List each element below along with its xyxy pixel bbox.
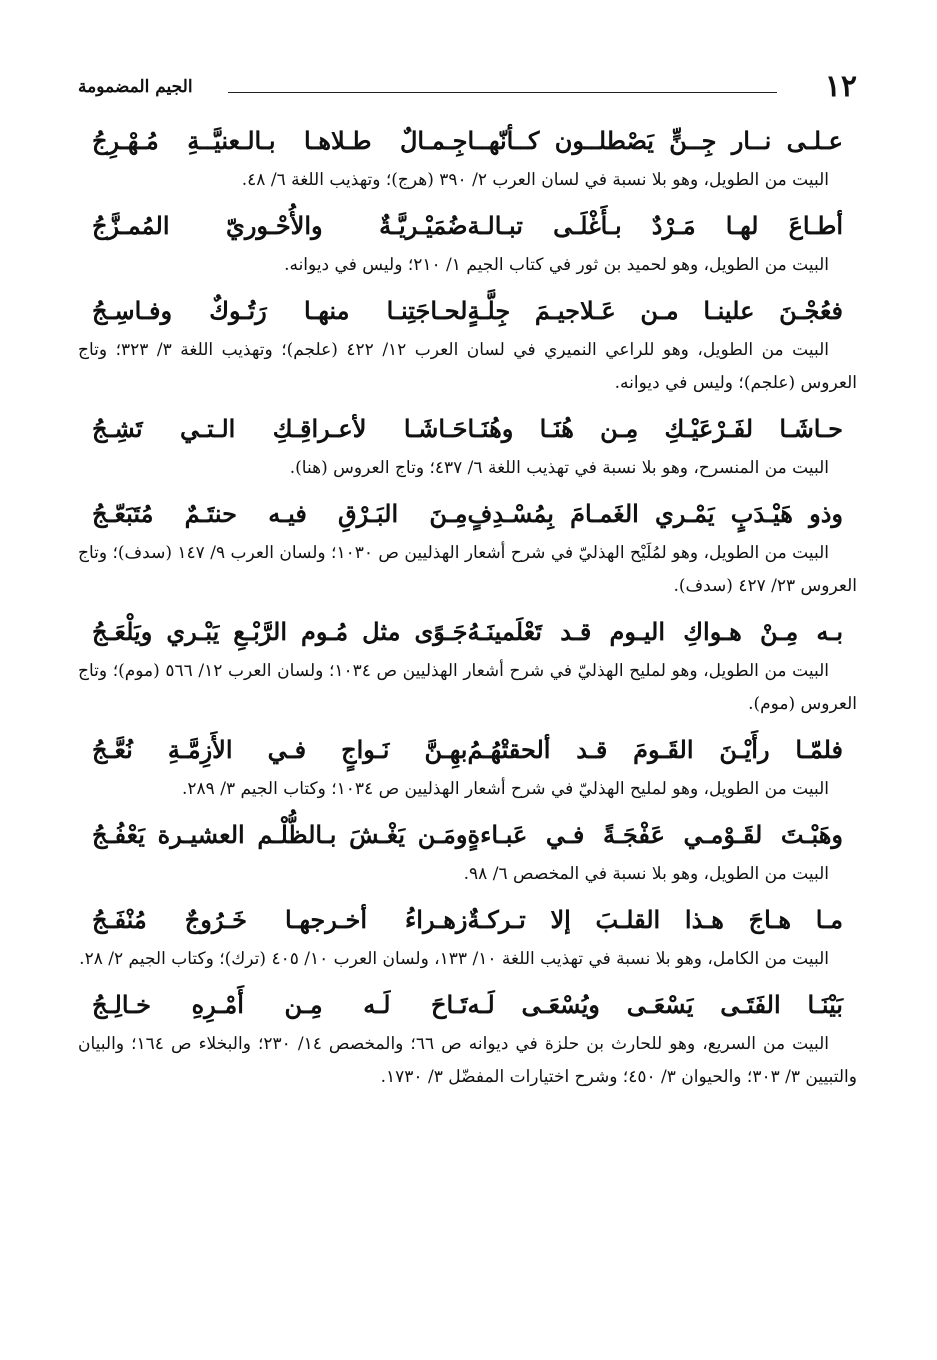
hemistich-first: عـلـى نــار جِــنٍّ يَصْطلــون كــأنّهــا [467, 126, 843, 155]
hemistich-second: بهِـنَّ نَـواجٍ فـي الأَزِمَّـةِ نُعَّـجُ [92, 735, 468, 764]
page-header [78, 70, 857, 104]
hemistich-first: فلمّـا رأَيْـنَ القَـومَ قـد ألحقتْهُـمُ [467, 735, 843, 764]
hemistich-first: مـا هـاجَ هـذا القلـبَ إلا تـركـةٌ [467, 905, 843, 934]
entry [78, 203, 857, 282]
verse-line [78, 406, 857, 452]
entry [78, 609, 857, 721]
entry [78, 982, 857, 1094]
running-head: الجيم المضمومة [78, 77, 193, 97]
entry [78, 727, 857, 806]
hemistich-second: ومَـن يَغْـشَ بـالظُّلْـم العشيـرة يَعْفُـجُ [92, 820, 468, 849]
verse-line [78, 897, 857, 943]
verse-note: البيت من الطويل، وهو لمليح الهذليّ في شرح أشعار الهذليين ص ١٠٣٤؛ ولسان العرب ١٢/ ٥٦٦ (موم)؛ وتاج العروس (موم). [78, 661, 857, 714]
verse-line [78, 727, 857, 773]
verse-line [78, 982, 857, 1028]
verse-note: البيت من الطويل، وهو بلا نسبة في لسان العرب ٢/ ٣٩٠ (هرج)؛ وتهذيب اللغة ٦/ ٤٨. [241, 170, 829, 190]
entries-list [78, 118, 857, 1100]
verse-line [78, 609, 857, 655]
hemistich-second: ضُمَيْـريَّـةٌ والأُحْـوريّ المُمـزَّجُ [92, 211, 468, 240]
verse-line [78, 491, 857, 537]
hemistich-first: بَيْنَـا الفَتَـى يَسْعَـى ويُسْعَـى لَـه [467, 990, 843, 1019]
hemistich-second: جِـمـالٌ طـلاهـا بـالـعنيَّــةِ مُـهْـرِجُ [92, 126, 468, 155]
entry [78, 288, 857, 400]
entry [78, 406, 857, 485]
entry [78, 118, 857, 197]
hemistich-first: فعُجْـنَ علينـا مـن عَـلاجيـمَ جِلَّـةٍ [467, 296, 843, 325]
hemistich-second: مِـنَ البَـرْقِ فيـه حنتَـمٌ مُتَبَعّـجُ [92, 499, 468, 528]
hemistich-second: جَـوًى مثل مُـوم الرَّبْـعِ يَبْـري ويَلْعَـجُ [92, 617, 468, 646]
header-rule [228, 92, 777, 93]
entry [78, 491, 857, 603]
hemistich-second: تَـاحَ لَـه مِـن أَمْـرِهِ خـالِـجُ [92, 990, 468, 1019]
verse-note: البيت من المنسرح، وهو بلا نسبة في تهذيب اللغة ٦/ ٤٣٧؛ وتاج العروس (هنا). [289, 458, 829, 478]
verse-line [78, 812, 857, 858]
hemistich-first: وهَبْـتَ لقَـوْمـي عَفْجَـةً فـي عَبـاءةٍ [467, 820, 843, 849]
verse-note: البيت من الطويل، وهو لمليح الهذليّ في شرح أشعار الهذليين ص ١٠٣٤؛ وكتاب الجيم ٣/ ٢٨٩. [181, 779, 829, 799]
verse-note: البيت من الطويل، وهو لمُلَيْح الهذليّ في شرح أشعار الهذليين ص ١٠٣٠؛ ولسان العرب ٩/ ١٤٧ (سدف)؛ وتاج العروس ٢٣/ ٤٢٧ (سدف). [78, 543, 857, 596]
verse-note: البيت من الطويل، وهو للراعي النميري في لسان العرب ١٢/ ٤٢٢ (علجم)؛ وتهذيب اللغة ٣/ ٣٢٣؛ وتاج العروس (علجم)؛ وليس في ديوانه. [78, 340, 857, 393]
hemistich-first: حـاشَـا لفَـرْعَيْـكِ مِـن هُنَـا وهُنَـا [467, 414, 843, 443]
verse-note: البيت من الطويل، وهو لحميد بن ثور في كتاب الجيم ١/ ٢١٠؛ وليس في ديوانه. [284, 255, 829, 275]
hemistich-first: أطـاعَ لهـا مَـرْدٌ بـأَغْلَـى تبـالـة [467, 211, 843, 240]
verse-note: البيت من الطويل، وهو بلا نسبة في المخصص ٦/ ٩٨. [463, 864, 829, 884]
hemistich-second: زهـراءُ أخـرجهـا خَـرُوجٌ مُنْفَـجُ [92, 905, 468, 934]
verse-line [78, 288, 857, 334]
verse-line [78, 203, 857, 249]
entry [78, 812, 857, 891]
hemistich-second: حَـاشَـا لأعـراقِـكِ الـتـي تَشِـجُ [92, 414, 468, 443]
hemistich-first: بـه مِـنْ هـواكِ اليـوم قـد تَعْلَمينَـهُ [467, 617, 843, 646]
hemistich-first: وذو هَيْـدَبٍ يَمْـري الغَمـامَ بِمُسْـدِفٍ [467, 499, 843, 528]
verse-note: البيت من الكامل، وهو بلا نسبة في تهذيب اللغة ١٠/ ١٣٣، ولسان العرب ١٠/ ٤٠٥ (ترك)؛ وكتاب الجيم ٢/ ٢٨. [79, 949, 829, 969]
page-number: ١٢ [824, 69, 857, 104]
verse-note: البيت من السريع، وهو للحارث بن حلزة في ديوانه ص ٦٦؛ والمخصص ١٤/ ٢٣٠؛ والبخلاء ص ١٦٤؛ والبيان والتبيين ٣/ ٣٠٣؛ والحيوان ٣/ ٤٥٠؛ وشرح اختيارات المفضّل ٣/ ١٧٣٠. [78, 1034, 857, 1087]
hemistich-second: لحـاجَتِنـا منهـا رَتُـوكٌ وفـاسِـجُ [92, 296, 468, 325]
verse-line [78, 118, 857, 164]
entry [78, 897, 857, 976]
